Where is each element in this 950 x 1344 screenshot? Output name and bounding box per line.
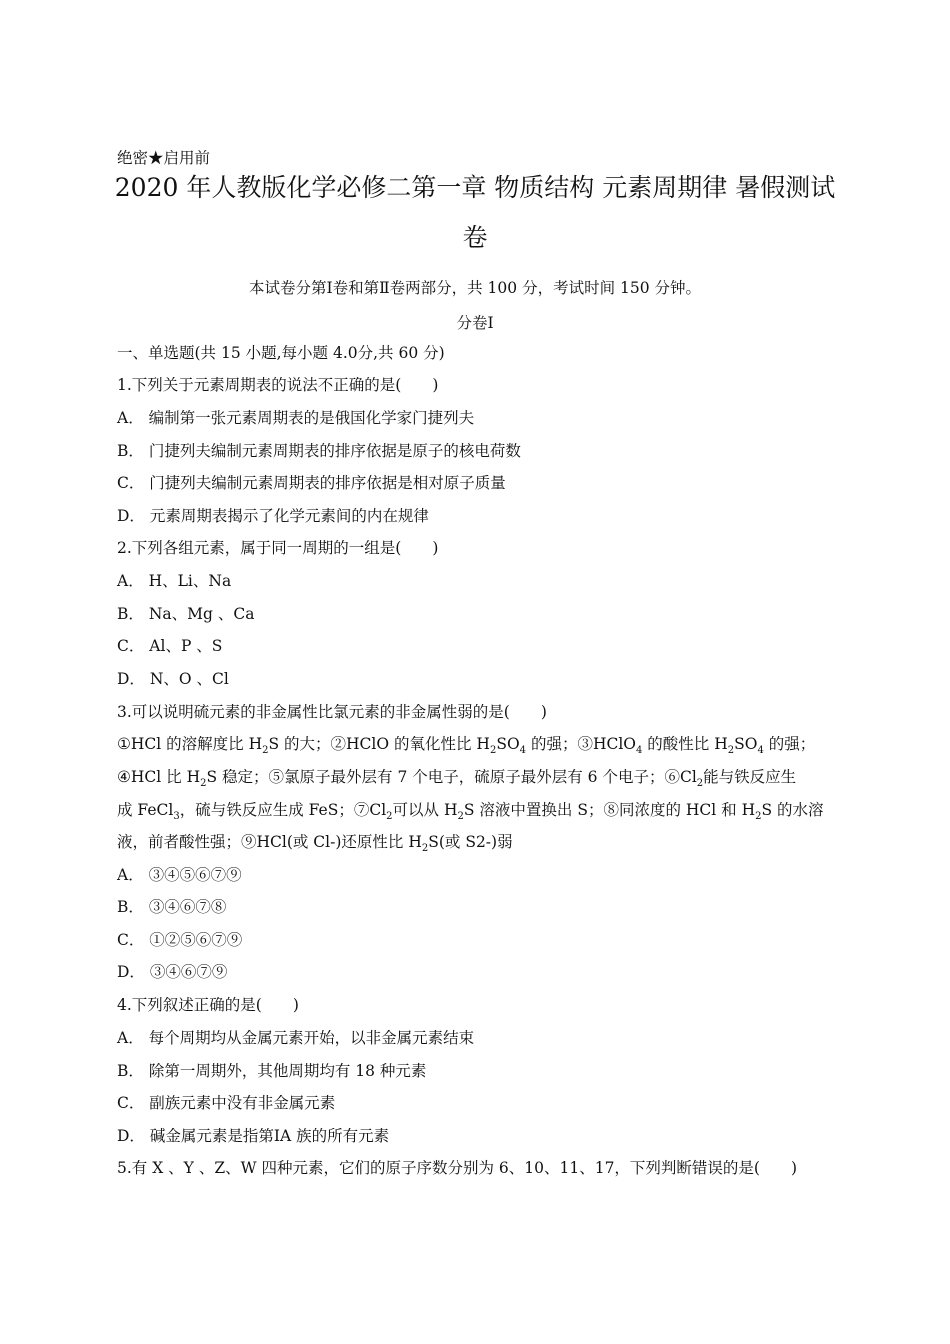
question-3-statement-line-4: 液，前者酸性强；⑨HCl(或 Cl-)还原性比 $H_2S$(或 S2-)弱 bbox=[117, 833, 513, 854]
question-3-option-a: A． ③④⑤⑥⑦⑨ bbox=[117, 866, 242, 884]
question-2-option-c: C． Al、P 、S bbox=[117, 637, 223, 655]
question-3-statement-line-1: ①HCl 的溶解度比 $H_2S$ 的大；②HClO 的氧化性比 $H_2SO_4$ 的强；③HClO$_4$ 的酸性比 $H_2SO_4$ 的强； bbox=[117, 735, 816, 756]
question-3-stem: 3.可以说明硫元素的非金属性比氯元素的非金属性弱的是( ) bbox=[117, 703, 547, 721]
section-heading: 一、单选题(共 15 小题,每小题 4.0分,共 60 分) bbox=[117, 344, 445, 362]
question-4-option-b: B． 除第一周期外，其他周期均有 18 种元素 bbox=[117, 1062, 427, 1080]
question-2-option-b: B． Na、Mg 、Ca bbox=[117, 605, 255, 623]
question-4-option-d: D． 碱金属元素是指第ⅠA 族的所有元素 bbox=[117, 1127, 390, 1145]
question-4-option-a: A． 每个周期均从金属元素开始，以非金属元素结束 bbox=[117, 1029, 475, 1047]
question-1-option-b: B． 门捷列夫编制元素周期表的排序依据是原子的核电荷数 bbox=[117, 442, 521, 460]
question-3-option-d: D． ③④⑥⑦⑨ bbox=[117, 963, 228, 981]
question-5-stem: 5.有 X 、Y 、Z、W 四种元素，它们的原子序数分别为 6、10、11、17，下列判断错误的是( ) bbox=[117, 1159, 798, 1177]
question-3-option-c: C． ①②⑤⑥⑦⑨ bbox=[117, 931, 243, 949]
question-3-statement-line-3: 成 FeCl$_3$，硫与铁反应生成 FeS；$⑦Cl_2$可以从 $H_2S$ 溶液中置换出 S；⑧同浓度的 HCl 和 $H_2S$ 的水溶 bbox=[117, 801, 824, 822]
question-1-stem: 1.下列关于元素周期表的说法不正确的是( ) bbox=[117, 376, 439, 394]
question-1-option-c: C． 门捷列夫编制元素周期表的排序依据是相对原子质量 bbox=[117, 474, 506, 492]
part-heading: 分卷Ⅰ bbox=[456, 314, 494, 332]
question-2-stem: 2.下列各组元素，属于同一周期的一组是( ) bbox=[117, 539, 439, 557]
question-3-statement-line-2: ④HCl 比 $H_2S$ 稳定；⑤氯原子最外层有 7 个电子，硫原子最外层有 6 个电子；$⑥Cl_2$能与铁反应生 bbox=[117, 768, 797, 789]
secret-label: 绝密★启用前 bbox=[117, 149, 211, 167]
question-1-option-d: D． 元素周期表揭示了化学元素间的内在规律 bbox=[117, 507, 429, 525]
question-4-option-c: C． 副族元素中没有非金属元素 bbox=[117, 1094, 336, 1112]
page-title-continuation: 卷 bbox=[462, 223, 488, 252]
question-2-option-a: A． H、Li、Na bbox=[117, 572, 232, 590]
exam-info: 本试卷分第Ⅰ卷和第Ⅱ卷两部分，共 100 分，考试时间 150 分钟。 bbox=[248, 279, 702, 297]
question-2-option-d: D． N、O 、Cl bbox=[117, 670, 229, 688]
question-4-stem: 4.下列叙述正确的是( ) bbox=[117, 996, 299, 1014]
page-title: 2020 年人教版化学必修二第一章 物质结构 元素周期律 暑假测试 bbox=[114, 173, 836, 202]
question-1-option-a: A． 编制第一张元素周期表的是俄国化学家门捷列夫 bbox=[117, 409, 475, 427]
question-3-option-b: B． ③④⑥⑦⑧ bbox=[117, 898, 227, 916]
